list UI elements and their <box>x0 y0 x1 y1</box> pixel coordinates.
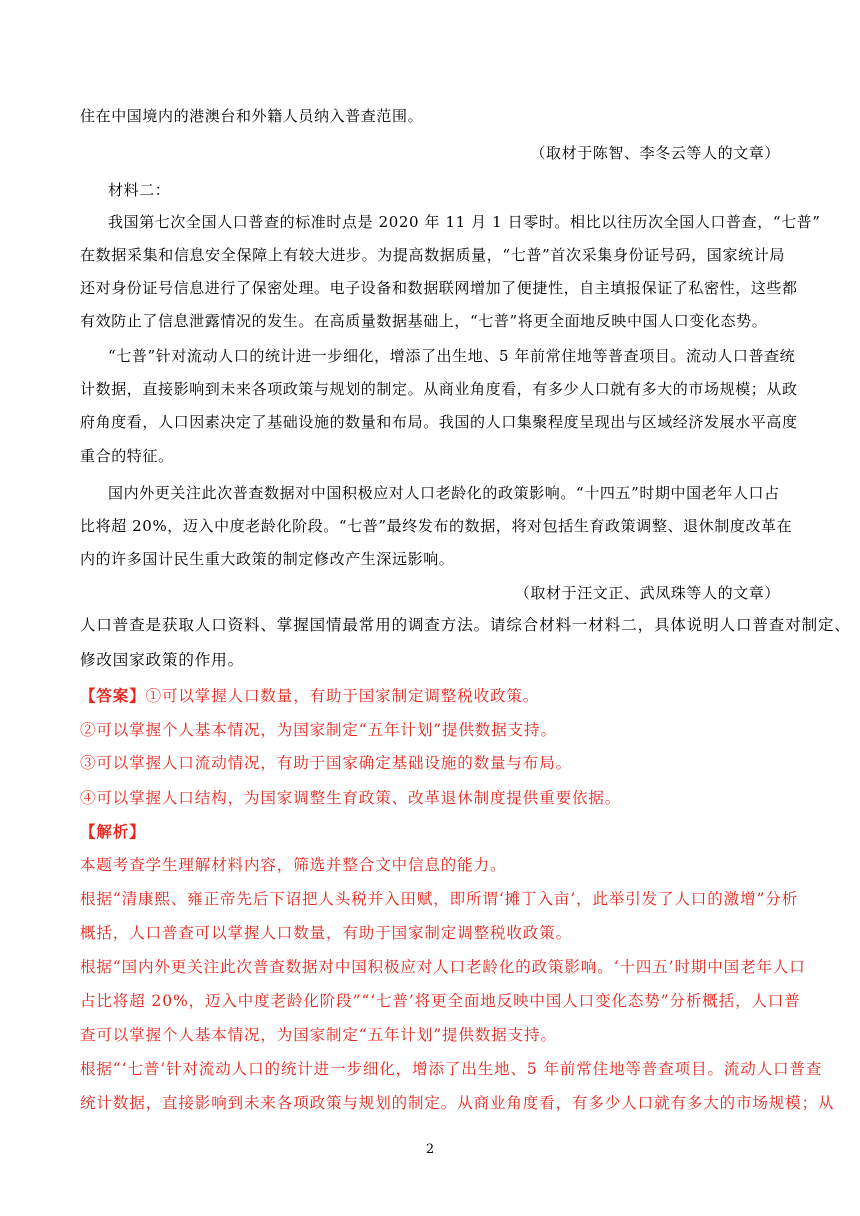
question-line1: 人口普查是获取人口资料、掌握国情最常用的调查方法。请综合材料一材料二，具体说明人口普查对制定、 <box>80 616 851 634</box>
analysis-label: 【解析】 <box>80 822 146 841</box>
analysis-line-8: 统计数据，直接影响到未来各项政策与规划的制定。从商业角度看，有多少人口就有多大的市场规模；从 <box>80 1094 835 1112</box>
answer-item-2: ②可以掌握个人基本情况，为国家制定“五年计划”提供数据支持。 <box>80 721 557 739</box>
answer-first-line <box>80 686 785 706</box>
material2-p3-line3: 内的许多国计民生重大政策的制定修改产生深远影响。 <box>80 550 455 568</box>
material2-p2-line4: 重合的特征。 <box>80 447 174 465</box>
material2-p3-line2: 比将超 20%，迈入中度老龄化阶段。“七普”最终发布的数据，将对包括生育政策调整、退休制度改革在 <box>80 517 793 535</box>
answer-item-3: ③可以掌握人口流动情况，有助于国家确定基础设施的数量与布局。 <box>80 754 573 772</box>
answer-item-4: ④可以掌握人口结构，为国家调整生育政策、改革退休制度提供重要依据。 <box>80 789 622 807</box>
material2-p1-line3: 还对身份证号信息进行了保密处理。电子设备和数据联网增加了便捷性，自主填报保证了私密性，这些都 <box>80 279 798 297</box>
analysis-line-6: 查可以掌握个人基本情况，为国家制定“五年计划”提供数据支持。 <box>80 1026 557 1044</box>
page-number: 2 <box>425 1142 435 1157</box>
analysis-line-5: 占比将超 20%，迈入中度老龄化阶段”“‘七普’将更全面地反映中国人口变化态势”分析概括，人口普 <box>80 992 801 1010</box>
analysis-line-3: 概括，人口普查可以掌握人口数量，有助于国家制定调整税收政策。 <box>80 924 573 942</box>
material2-heading: 材料二： <box>108 181 171 199</box>
material2-p2-line2: 计数据，直接影响到未来各项政策与规划的制定。从商业角度看，有多少人口就有多大的市场规模；从政 <box>80 380 798 398</box>
answer-item-1: ①可以掌握人口数量，有助于国家制定调整税收政策。 <box>145 687 540 705</box>
material2-p1-line2: 在数据采集和信息安全保障上有较大进步。为提高数据质量，“七普”首次采集身份证号码，国家统计局 <box>80 246 785 264</box>
analysis-line-4: 根据“国内外更关注此次普查数据对中国积极应对人口老龄化的政策影响。‘十四五’时期中国老年人口 <box>80 958 806 976</box>
analysis-line-2: 根据“清康熙、雍正帝先后下诏把人头税并入田赋，即所谓‘摊丁入亩’，此举引发了人口的激增”分析 <box>80 890 799 908</box>
material2-p2-line3: 府角度看，人口因素决定了基础设施的数量和布局。我国的人口集聚程度呈现出与区域经济发展水平高度 <box>80 413 798 431</box>
material2-p2-line1: “七普”针对流动人口的统计进一步细化，增添了出生地、5 年前常住地等普查项目。流动人口普查统 <box>108 347 796 365</box>
material2-p1-line1: 我国第七次全国人口普查的标准时点是 2020 年 11 月 1 日零时。相比以往历次全国人口普查，“七普” <box>108 213 821 231</box>
analysis-line-7: 根据“‘七普’针对流动人口的统计进一步细化，增添了出生地、5 年前常住地等普查项目。流动人口普查 <box>80 1060 823 1078</box>
answer-label: 【答案】 <box>80 686 146 705</box>
question-line2: 修改国家政策的作用。 <box>80 651 245 669</box>
material2-p1-line4: 有效防止了信息泄露情况的发生。在高质量数据基础上，“七普”将更全面地反映中国人口变化态势。 <box>80 312 768 330</box>
material1-source: （取材于陈智、李冬云等人的文章） <box>530 144 780 162</box>
material2-source: （取材于汪文正、武凤珠等人的文章） <box>514 584 780 602</box>
material2-p3-line1: 国内外更关注此次普查数据对中国积极应对人口老龄化的政策影响。“十四五”时期中国老年人口占 <box>108 484 780 502</box>
analysis-line-1: 本题考查学生理解材料内容，筛选并整合文中信息的能力。 <box>80 856 507 874</box>
material1-tail: 住在中国境内的港澳台和外籍人员纳入普查范围。 <box>80 107 424 125</box>
